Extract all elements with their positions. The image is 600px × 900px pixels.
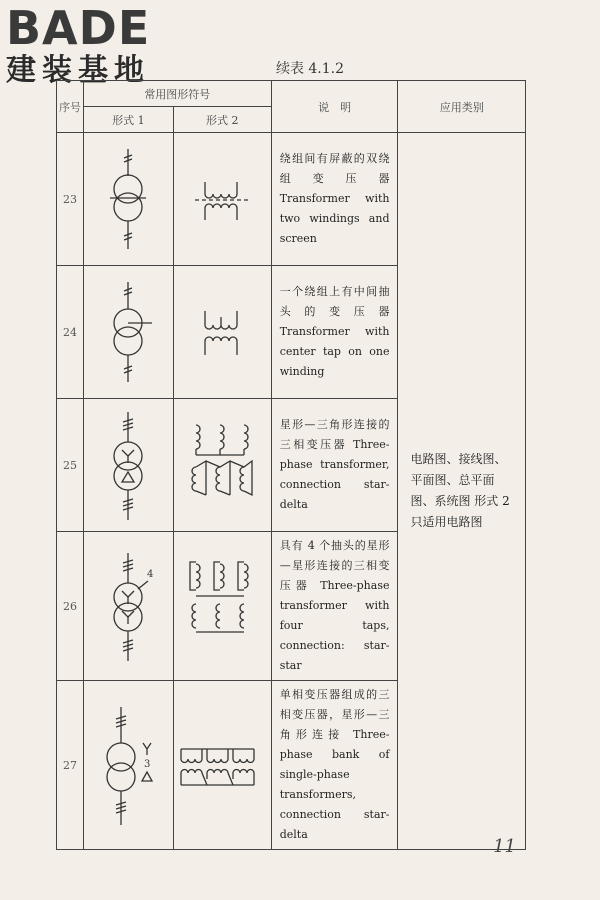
logo-brand: BADE: [6, 1, 151, 55]
row-description: 一个绕组上有中间抽头的变压器 Transformer with center tap on one winding: [271, 266, 398, 399]
coil-single-phase-bank-icon: [177, 735, 267, 795]
row-seq: 25: [57, 399, 84, 532]
symbol-form2: [173, 399, 271, 532]
page-number: 11: [493, 836, 516, 857]
row-seq: 24: [57, 266, 84, 399]
three-phase-star-delta-transformer-icon: [98, 408, 158, 523]
symbol-form1: [83, 266, 173, 399]
coil-three-phase-star-delta-icon: [182, 415, 262, 515]
table-row: [57, 133, 526, 266]
tap-count-label: 4: [147, 568, 154, 580]
symbol-form1: [83, 133, 173, 266]
coil-three-phase-star-star-icon: [182, 556, 262, 656]
header-seq: 序号: [57, 81, 84, 133]
symbol-table: [56, 80, 526, 850]
two-winding-screen-transformer-icon: [98, 144, 158, 254]
phase-count-label: 3: [144, 758, 151, 770]
three-phase-star-star-tapped-transformer-icon: [98, 549, 158, 664]
symbol-form1: [83, 399, 173, 532]
row-seq: 27: [57, 681, 84, 850]
application-category: 电路图、接线图、平面图、总平面图、系统图 形式 2 只适用电路图: [398, 133, 526, 850]
symbol-form1: [83, 532, 173, 681]
row-description: 星形—三角形连接的三相变压器 Three-phase transformer, connection star-delta: [271, 399, 398, 532]
row-seq: 23: [57, 133, 84, 266]
symbol-form2: [173, 133, 271, 266]
coil-screen-transformer-icon: [187, 164, 257, 234]
header-symbols: 常用图形符号: [83, 81, 271, 107]
logo-subtitle: 建装基地: [6, 53, 150, 88]
center-tap-transformer-icon: [98, 277, 158, 387]
coil-center-tap-transformer-icon: [187, 297, 257, 367]
header-form2: 形式 2: [173, 107, 271, 133]
header-description: 说 明: [271, 81, 398, 133]
symbol-form1: [83, 681, 173, 850]
symbol-form2: [173, 532, 271, 681]
symbol-form2: [173, 266, 271, 399]
header-form1: 形式 1: [83, 107, 173, 133]
row-description: 单相变压器组成的三相变压器，星形—三角形连接 Three-phase bank of single-phase transformers, connection star-delta: [271, 681, 398, 850]
table-caption: 续表 4.1.2: [275, 61, 345, 77]
symbol-form2: [173, 681, 271, 850]
header-category: 应用类别: [398, 81, 526, 133]
row-description: 绕组间有屏蔽的双绕组变压器 Transformer with two windings and screen: [271, 133, 398, 266]
row-seq: 26: [57, 532, 84, 681]
single-phase-bank-transformer-icon: [93, 703, 163, 828]
row-description: 具有 4 个抽头的星形—星形连接的三相变压器 Three-phase transformer with four taps, connection: star-star: [271, 532, 398, 681]
